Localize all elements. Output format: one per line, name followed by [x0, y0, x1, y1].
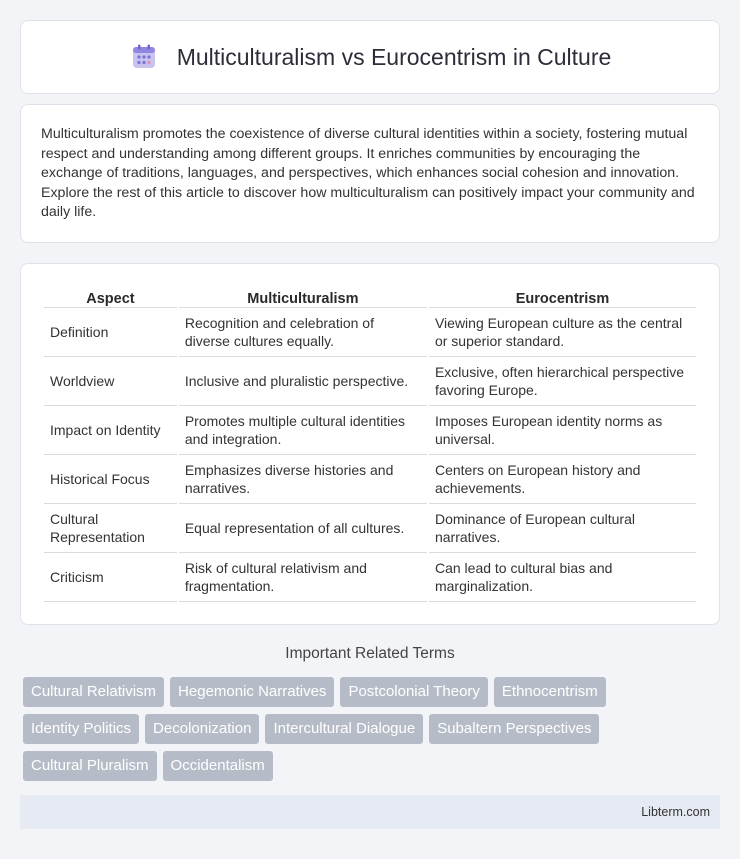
tag-subaltern-perspectives[interactable]: Subaltern Perspectives	[429, 714, 599, 744]
related-terms-title: Important Related Terms	[285, 645, 455, 662]
cell-aspect: Worldview	[44, 357, 177, 406]
cell-eurocentrism: Viewing European culture as the central or superior standard.	[429, 308, 696, 357]
table-row	[44, 455, 696, 504]
tag-row	[23, 714, 723, 744]
intro-card	[20, 104, 720, 243]
tag-hegemonic-narratives[interactable]: Hegemonic Narratives	[170, 677, 334, 707]
cell-multiculturalism: Recognition and celebration of diverse cultures equally.	[179, 308, 427, 357]
cell-multiculturalism: Equal representation of all cultures.	[179, 504, 427, 553]
cell-aspect: Definition	[44, 308, 177, 357]
tag-identity-politics[interactable]: Identity Politics	[23, 714, 139, 744]
tag-row	[23, 677, 723, 707]
header-aspect: Aspect	[44, 286, 177, 308]
title-wrap	[129, 42, 612, 72]
tag-cultural-pluralism[interactable]: Cultural Pluralism	[23, 751, 157, 781]
cell-aspect: Historical Focus	[44, 455, 177, 504]
cell-eurocentrism: Can lead to cultural bias and marginalization.	[429, 553, 696, 602]
cell-eurocentrism: Centers on European history and achievements.	[429, 455, 696, 504]
comparison-card	[20, 263, 720, 625]
footer-site-link[interactable]: Libterm.com	[641, 805, 710, 819]
cell-eurocentrism: Dominance of European cultural narratives.	[429, 504, 696, 553]
cell-aspect: Cultural Representation	[44, 504, 177, 553]
table-row	[44, 357, 696, 406]
tag-cultural-relativism[interactable]: Cultural Relativism	[23, 677, 164, 707]
table-row	[44, 553, 696, 602]
table-row	[44, 406, 696, 455]
cell-multiculturalism: Inclusive and pluralistic perspective.	[179, 357, 427, 406]
cell-eurocentrism: Exclusive, often hierarchical perspective favoring Europe.	[429, 357, 696, 406]
tag-postcolonial-theory[interactable]: Postcolonial Theory	[340, 677, 487, 707]
tag-decolonization[interactable]: Decolonization	[145, 714, 259, 744]
cell-eurocentrism: Imposes European identity norms as universal.	[429, 406, 696, 455]
cell-multiculturalism: Risk of cultural relativism and fragmentation.	[179, 553, 427, 602]
cell-aspect: Impact on Identity	[44, 406, 177, 455]
tag-row	[23, 751, 723, 781]
tag-intercultural-dialogue[interactable]: Intercultural Dialogue	[265, 714, 423, 744]
header-multiculturalism: Multiculturalism	[179, 286, 427, 308]
header-card	[20, 20, 720, 94]
cell-multiculturalism: Promotes multiple cultural identities and integration.	[179, 406, 427, 455]
tag-occidentalism[interactable]: Occidentalism	[163, 751, 273, 781]
cell-aspect: Criticism	[44, 553, 177, 602]
intro-text: Multiculturalism promotes the coexistence of diverse cultural identities within a society, fostering mutual respect and understanding among different groups. It enriches communities by encouraging the exchange of traditions, languages, and perspectives, which enhances social cohesion and innovation. Explore the rest of this article to discover how multiculturalism can positively impact your community and daily life.	[41, 126, 695, 221]
table-row	[44, 308, 696, 357]
calendar-grid-icon	[129, 42, 159, 72]
comparison-table	[42, 286, 698, 602]
page-title: Multiculturalism vs Eurocentrism in Culture	[176, 43, 612, 70]
cell-multiculturalism: Emphasizes diverse histories and narratives.	[179, 455, 427, 504]
footer	[20, 795, 720, 829]
tag-ethnocentrism[interactable]: Ethnocentrism	[494, 677, 606, 707]
table-header-row	[44, 286, 696, 308]
related-terms	[23, 677, 723, 788]
table-row	[44, 504, 696, 553]
header-eurocentrism: Eurocentrism	[429, 286, 696, 308]
